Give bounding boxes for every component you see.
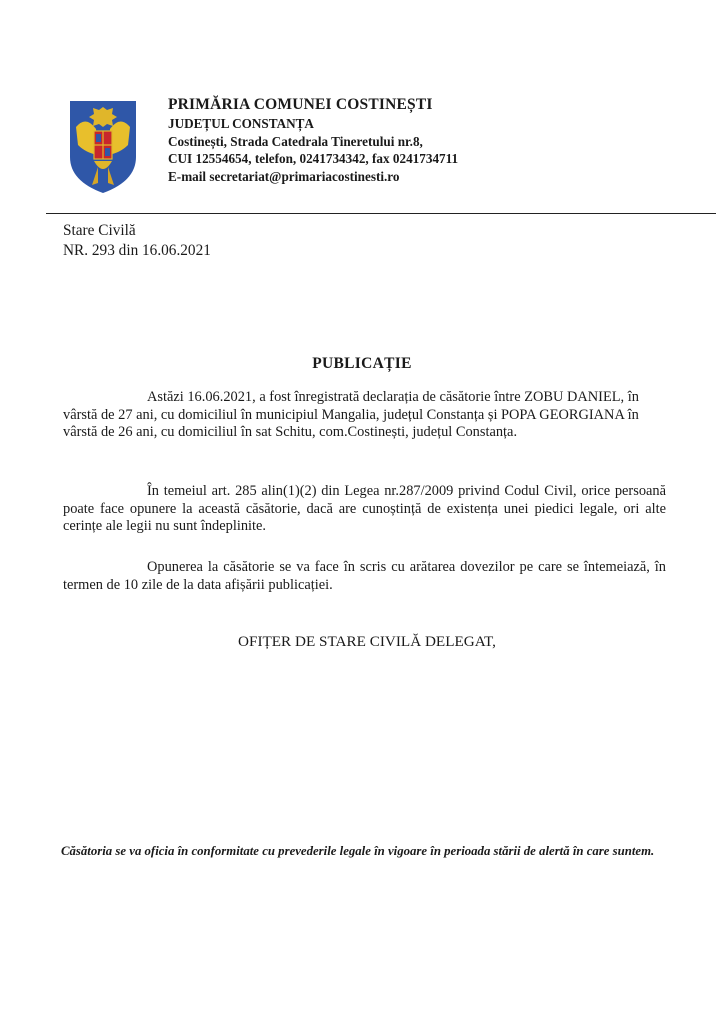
- institution-header: [168, 95, 708, 185]
- officer-signature-line: OFIȚER DE STARE CIVILĂ DELEGAT,: [238, 633, 496, 650]
- registration-department: Stare Civilă: [63, 222, 136, 239]
- document-title: PUBLICAȚIE: [312, 355, 412, 372]
- legal-basis-paragraph: În temeiul art. 285 alin(1)(2) din Legea nr.287/2009 privind Codul Civil, orice persoană poate face opunere la această căsătorie, dacă are cunoștință de existența unei piedici legale, ori alte cerințe ale legii nu sunt îndeplinite.: [63, 483, 666, 535]
- institution-contact: CUI 12554654, telefon, 0241734342, fax 0241734711: [168, 151, 459, 166]
- header-divider: [46, 213, 716, 214]
- opposition-paragraph: Opunerea la căsătorie se va face în scris cu arătarea dovezilor pe care se întemeiază, în termen de 10 zile de la data afișării publicației.: [63, 559, 666, 593]
- footnote: Căsătoria se va oficia în conformitate cu prevederile legale în vigoare în perioada stării de alertă în care suntem.: [61, 844, 655, 858]
- county-name: JUDEȚUL CONSTANȚA: [168, 116, 314, 131]
- institution-email: E-mail secretariat@primariacostinesti.ro: [168, 168, 400, 184]
- romania-coat-of-arms-icon: [68, 97, 138, 194]
- institution-name: PRIMĂRIA COMUNEI COSTINEȘTI: [168, 96, 433, 113]
- registration-block: [63, 221, 211, 260]
- announcement-paragraph: Astăzi 16.06.2021, a fost înregistrată declarația de căsătorie între ZOBU DANIEL, în vârstă de 27 ani, cu domiciliul în municipiul Mangalia, județul Constanța și POPA GEORGIANA în vârstă de 26 ani, cu domiciliul în sat Schitu, com.Costinești, județul Constanța.: [63, 389, 639, 441]
- institution-address: Costinești, Strada Catedrala Tineretului nr.8,: [168, 133, 423, 149]
- registration-number: NR. 293 din 16.06.2021: [63, 241, 211, 259]
